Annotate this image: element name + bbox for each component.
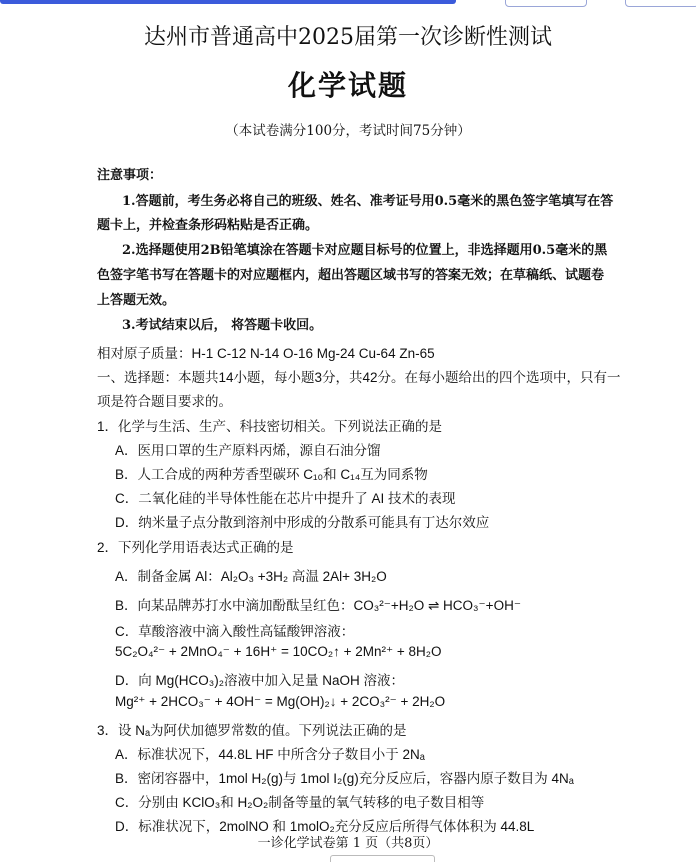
equation: 5C₂O₄²⁻ + 2MnO₄⁻ + 16H⁺ = 10CO₂↑ + 2Mn²⁺ + 8H₂O [115,644,442,659]
atomic-masses: 相对原子质量：H-1 C-12 N-14 O-16 Mg-24 Cu-64 Zn-65 [97,346,435,361]
notice-heading: 注意事项： [97,168,163,183]
option: B．人工合成的两种芳香型碳环 C₁₀和 C₁₄互为同系物 [115,467,428,482]
notice-line: 1.答题前，考生务必将自己的班级、姓名、准考证号用0.5毫米的黑色签字笔填写在答 [122,194,614,209]
section-heading: 一、选择题：本题共14小题，每小题3分，共42分。在每小题给出的四个选项中，只有一 [97,370,621,385]
option: C．分别由 KClO₃和 H₂O₂制备等量的氧气转移的电子数目相等 [115,795,485,810]
page-footer: 一诊化学试卷第 1 页（共8页） [257,836,439,851]
toolbar-accent [0,0,456,4]
option: A．医用口罩的生产原料丙烯，源自石油分馏 [115,443,381,458]
option: A．制备金属 Al：Al₂O₃ +3H₂ 高温 2Al+ 3H₂O [115,569,387,584]
subject-title: 化学试题 [287,69,408,102]
option: A．标准状况下，44.8L HF 中所含分子数目小于 2Nₐ [115,747,425,762]
notice-line: 2.选择题使用2B铅笔填涂在答题卡对应题目标号的位置上，非选择题用0.5毫米的黑 [122,243,608,258]
equation: Mg²⁺ + 2HCO₃⁻ + 4OH⁻ = Mg(OH)₂↓ + 2CO₃²⁻ + 2H₂O [115,694,446,709]
notice-line: 上答题无效。 [97,293,176,308]
option: D．向 Mg(HCO₃)₂溶液中加入足量 NaOH 溶液： [115,673,404,688]
option: B．向某品牌苏打水中滴加酚酞呈红色：CO₃²⁻+H₂O ⇌ HCO₃⁻+OH⁻ [115,598,521,613]
notice-line: 3.考试结束以后， 将答题卡收回。 [122,318,323,333]
exam-title: 达州市普通高中2025届第一次诊断性测试 [144,25,552,50]
question-stem: 3．设 Nₐ为阿伏加德罗常数的值。下列说法正确的是 [97,723,407,738]
toolbar-button[interactable] [505,0,587,7]
question-stem: 2．下列化学用语表达式正确的是 [97,540,294,555]
option: B．密闭容器中，1mol H₂(g)与 1mol I₂(g)充分反应后，容器内原子数目为 4Nₐ [115,771,574,786]
section-heading: 项是符合题目要求的。 [97,394,232,409]
top-toolbar [0,0,696,7]
notice-line: 题卡上，并检查条形码粘贴是否正确。 [97,218,319,233]
option: C．草酸溶液中滴入酸性高锰酸钾溶液： [115,624,355,639]
toolbar-button[interactable] [625,0,696,7]
option: C．二氧化硅的半导体性能在芯片中提升了 AI 技术的表现 [115,491,456,506]
option: D．纳米量子点分散到溶剂中形成的分散系可能具有丁达尔效应 [115,515,490,530]
option: D．标准状况下，2molNO 和 1molO₂充分反应后所得气体体积为 44.8L [115,819,535,834]
notice-line: 色签字笔书写在答题卡的对应题框内，超出答题区域书写的答案无效；在草稿纸、试题卷 [97,268,605,283]
exam-meta: （本试卷满分100分，考试时间75分钟） [225,123,471,139]
question-stem: 1．化学与生活、生产、科技密切相关。下列说法正确的是 [97,419,443,434]
